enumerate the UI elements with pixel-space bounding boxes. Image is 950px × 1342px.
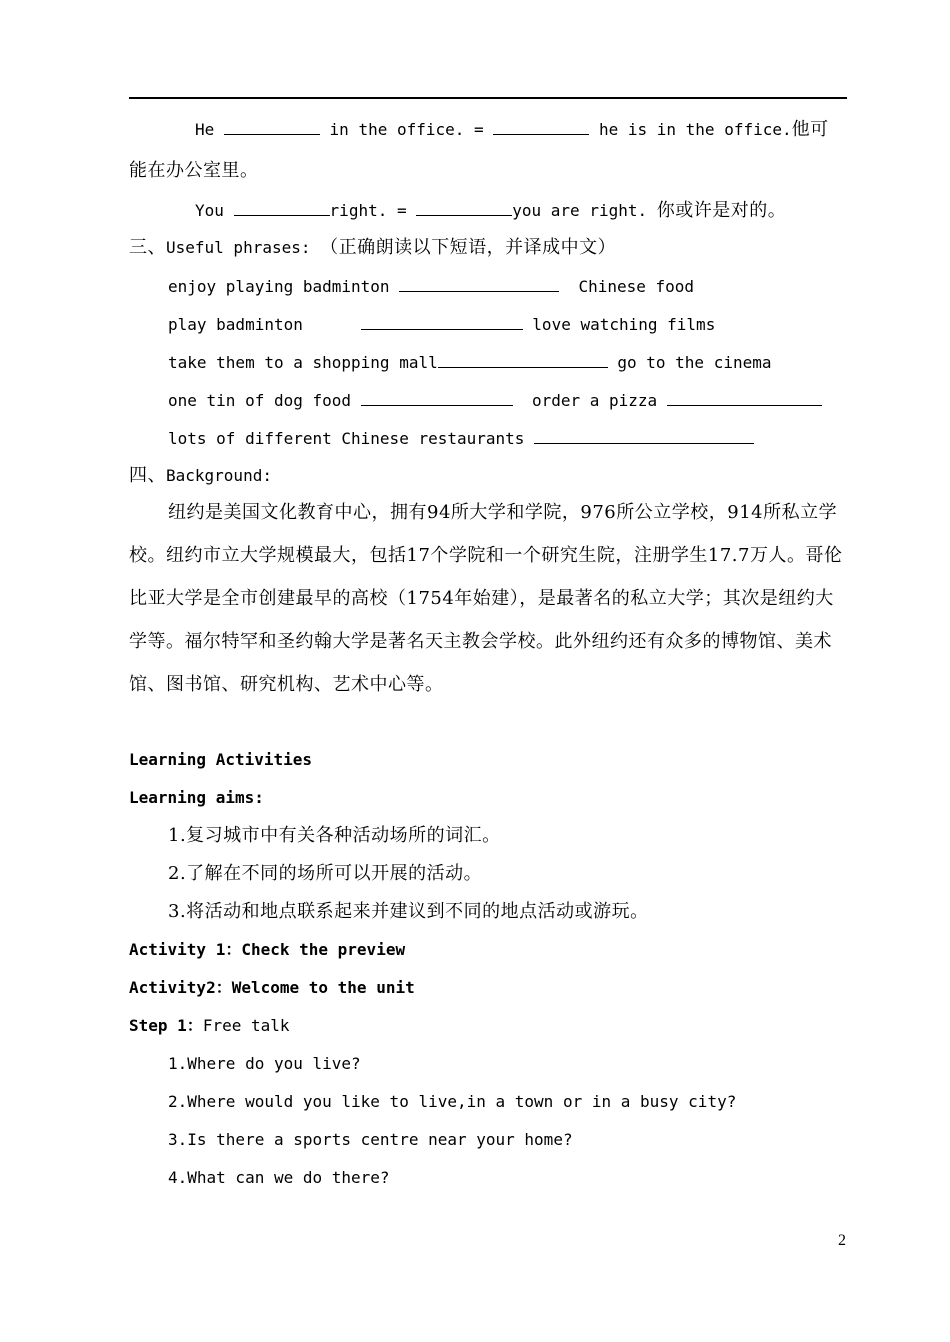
text: Step 1： bbox=[129, 1016, 203, 1035]
text: You bbox=[195, 201, 224, 220]
phrase: enjoy playing badminton bbox=[168, 277, 390, 296]
text: He bbox=[195, 120, 215, 139]
phrase: play badminton bbox=[168, 315, 303, 334]
phrase-row-3 bbox=[168, 351, 771, 374]
aim-item: 2.了解在不同的场所可以开展的活动。 bbox=[168, 863, 483, 884]
question-item: 1.Where do you live? bbox=[168, 1054, 361, 1073]
question-item: 3.Is there a sports centre near your home? bbox=[168, 1130, 573, 1149]
text: Useful phrases: bbox=[166, 238, 311, 257]
answer-blank[interactable] bbox=[224, 118, 320, 135]
aim-item: 3.将活动和地点联系起来并建议到不同的地点活动或游玩。 bbox=[168, 901, 649, 922]
section-heading-background bbox=[129, 465, 272, 487]
grammar-line-1-cont: 能在办公室里。 bbox=[129, 160, 259, 181]
text: he is in the office. bbox=[598, 120, 792, 139]
grammar-line-2 bbox=[195, 199, 786, 222]
activity-2-heading: Activity2：Welcome to the unit bbox=[129, 978, 415, 997]
phrase: order a pizza bbox=[531, 391, 658, 410]
phrase-row-5 bbox=[168, 427, 754, 450]
learning-aims-title: Learning aims: bbox=[129, 788, 264, 807]
background-paragraph-line: 校。纽约市立大学规模最大，包括17个学院和一个研究生院，注册学生17.7万人。哥伦 bbox=[129, 545, 843, 566]
text: Free talk bbox=[202, 1016, 290, 1035]
answer-blank[interactable] bbox=[234, 199, 330, 216]
text: 他可 bbox=[791, 119, 829, 140]
background-paragraph-line: 学等。福尔特罕和圣约翰大学是著名天主教会学校。此外纽约还有众多的博物馆、美术 bbox=[129, 631, 832, 652]
text: 四、 bbox=[129, 465, 166, 486]
phrase: lots of different Chinese restaurants bbox=[168, 429, 525, 448]
phrase-row-1 bbox=[168, 275, 694, 298]
phrase: one tin of dog food bbox=[168, 391, 352, 410]
learning-activities-title: Learning Activities bbox=[129, 750, 313, 769]
text: right. = bbox=[329, 201, 407, 220]
phrase: go to the cinema bbox=[617, 353, 772, 372]
step-1-heading bbox=[129, 1015, 290, 1037]
text: （正确朗读以下短语，并译成中文） bbox=[320, 237, 617, 258]
answer-blank[interactable] bbox=[399, 275, 559, 292]
phrase-row-4 bbox=[168, 389, 822, 412]
text: in bbox=[329, 120, 349, 139]
phrase: Chinese food bbox=[578, 277, 695, 296]
question-item: 2.Where would you like to live,in a town or in a busy city? bbox=[168, 1092, 737, 1111]
background-paragraph-line: 比亚大学是全市创建最早的高校（1754年始建），是最著名的私立大学；其次是纽约大 bbox=[129, 588, 834, 609]
aim-item: 1.复习城市中有关各种活动场所的词汇。 bbox=[168, 825, 501, 846]
grammar-line-1 bbox=[195, 118, 829, 141]
background-paragraph-line: 纽约是美国文化教育中心，拥有94所大学和学院，976所公立学校，914所私立学 bbox=[168, 502, 838, 523]
text: you are right. bbox=[512, 201, 648, 220]
text: 三、 bbox=[129, 237, 166, 258]
text: Background: bbox=[166, 466, 272, 485]
answer-blank[interactable] bbox=[667, 389, 822, 406]
answer-blank[interactable] bbox=[438, 351, 608, 368]
answer-blank[interactable] bbox=[493, 118, 589, 135]
header-rule bbox=[129, 97, 847, 99]
background-paragraph-line: 馆、图书馆、研究机构、艺术中心等。 bbox=[129, 674, 444, 695]
text: the office. = bbox=[358, 120, 484, 139]
phrase-row-2 bbox=[168, 313, 715, 336]
answer-blank[interactable] bbox=[534, 427, 754, 444]
text: 你或许是对的。 bbox=[656, 200, 787, 221]
answer-blank[interactable] bbox=[416, 199, 512, 216]
phrase: love watching films bbox=[532, 315, 716, 334]
section-heading-phrases bbox=[129, 237, 616, 259]
question-item: 4.What can we do there? bbox=[168, 1168, 390, 1187]
page-number: 2 bbox=[838, 1232, 846, 1249]
activity-1-heading: Activity 1：Check the preview bbox=[129, 940, 406, 959]
answer-blank[interactable] bbox=[361, 389, 513, 406]
phrase: take them to a shopping mall bbox=[168, 353, 438, 372]
answer-blank[interactable] bbox=[361, 313, 523, 330]
